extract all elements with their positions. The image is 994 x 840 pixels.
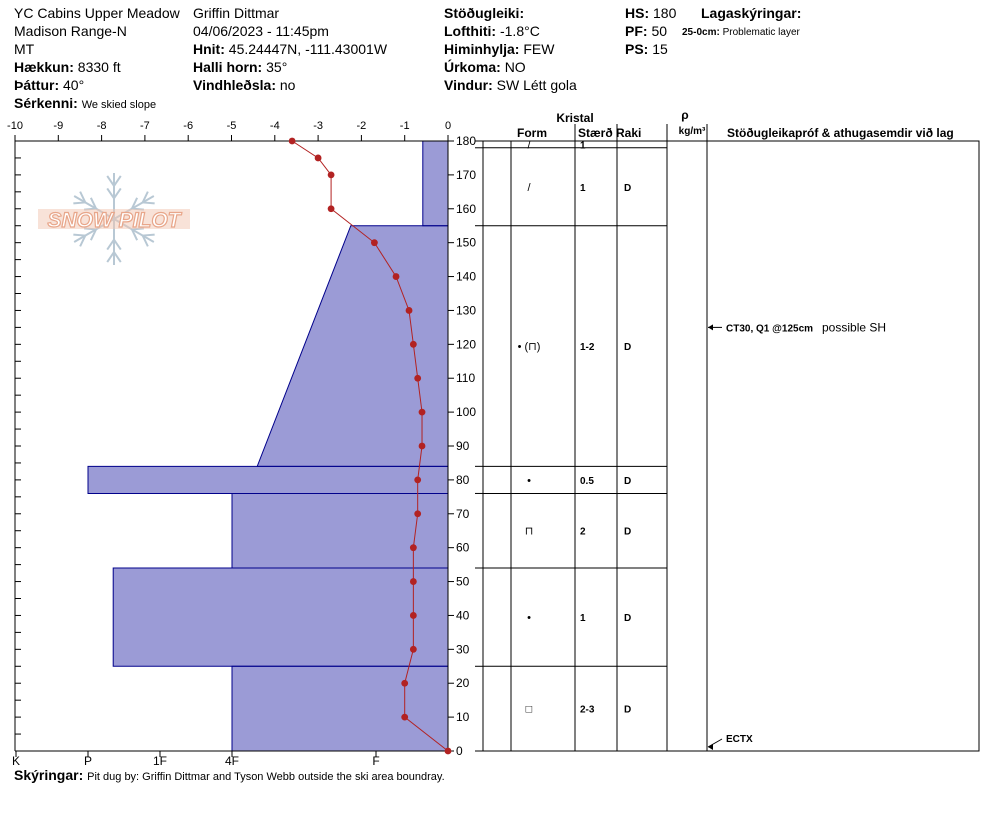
temperature-point [445, 748, 452, 755]
sky-label: Himinhylja: [444, 41, 520, 57]
temp-tick-label: -4 [269, 120, 280, 132]
snowflake-branch [114, 176, 121, 186]
elevation-label: Hækkun: [14, 59, 74, 75]
layer-moisture: D [624, 613, 632, 625]
air-temp-label: Lofthiti: [444, 23, 497, 39]
layer-form: □ [525, 703, 533, 716]
state-name: MT [14, 41, 35, 57]
temperature-point [410, 646, 417, 653]
precip-label: Úrkoma: [444, 59, 501, 75]
hardness-tick-label: K [11, 754, 21, 768]
coords-label: Hnit: [193, 41, 225, 57]
temperature-point [406, 307, 413, 314]
depth-tick-label: 170 [456, 167, 477, 182]
crystal-header: Kristal [556, 111, 594, 125]
ps-value: 15 [652, 41, 668, 57]
slope-value: 35° [266, 59, 288, 75]
hardness-tick-label: P [83, 754, 93, 768]
layer-size: 2 [580, 526, 586, 538]
temperature-point [419, 443, 426, 450]
temp-tick-label: 0 [444, 120, 452, 132]
temperature-point [371, 239, 378, 246]
legend-label: Lagaskýringar: [701, 5, 802, 21]
snowflake-branch [107, 252, 114, 262]
snowflake-branch [143, 202, 155, 203]
air-temp-value: -1.8°C [499, 23, 540, 39]
temperature-point [419, 409, 426, 416]
temp-tick-label: -10 [7, 120, 23, 132]
hardness-profile [88, 141, 448, 751]
range-name: Madison Range-N [14, 23, 127, 39]
depth-tick-label: 140 [456, 269, 477, 284]
layer-form: ⊓ [524, 525, 534, 538]
layer-form: • [527, 474, 531, 487]
depth-tick-label: 20 [456, 676, 470, 691]
layer-moisture: D [624, 182, 632, 194]
logo-wordmark: SNOW PILOT [47, 209, 181, 232]
snowflake-branch [73, 202, 85, 203]
hardness-tick-label: 1F [152, 754, 168, 768]
temperature-point [414, 510, 421, 517]
legend-item-text: Problematic layer [722, 27, 800, 38]
depth-tick-label: 70 [456, 506, 470, 521]
snowflake-branch [114, 188, 121, 198]
layer-form: • (⊓) [517, 341, 541, 354]
temperature-point [401, 680, 408, 687]
temp-tick-label: -8 [96, 120, 107, 132]
test-arrow-icon [708, 744, 713, 750]
temperature-point [414, 375, 421, 382]
temperature-point [289, 138, 296, 145]
temperature-point [328, 205, 335, 212]
layer-size: 1 [580, 182, 586, 194]
snowflake-branch [114, 240, 121, 250]
layer-form: • [527, 612, 531, 625]
snowflake-branch [107, 188, 114, 198]
layer-size: 0.5 [580, 475, 594, 487]
snowflake-branch [114, 252, 121, 262]
depth-tick-label: 150 [456, 235, 477, 250]
pf-value: 50 [651, 23, 668, 39]
layer-form: / [527, 181, 531, 194]
depth-tick-label: 50 [456, 574, 470, 589]
depth-tick-label: 160 [456, 201, 477, 216]
aspect-value: 40° [63, 77, 85, 93]
observer-name: Griffin Dittmar [193, 5, 280, 21]
wind-loading-value: no [279, 77, 296, 93]
aspect-label: Þáttur: [14, 77, 60, 93]
legend-item-code: 25-0cm: [682, 27, 720, 38]
snowflake-branch [73, 235, 85, 236]
depth-tick-label: 40 [456, 608, 470, 623]
test-comment: possible SH [822, 320, 887, 335]
depth-tick-label: 100 [456, 405, 477, 420]
temp-tick-label: -2 [356, 120, 367, 132]
hardness-tick-label: 4F [224, 754, 240, 768]
tests-header: Stöðugleikapróf & athugasemdir við lag [727, 126, 954, 140]
notes-label: Skýringar: [14, 767, 84, 783]
layer-size: 1 [580, 140, 586, 152]
layer-moisture: D [624, 475, 632, 487]
coords-value: 45.24447N, -111.43001W [228, 41, 388, 57]
specifics-value: We skied slope [81, 99, 157, 111]
slope-label: Halli horn: [193, 59, 263, 75]
location-name: YC Cabins Upper Meadow [14, 5, 180, 21]
temperature-point [410, 544, 417, 551]
elevation-value: 8330 ft [77, 59, 121, 75]
depth-tick-label: 0 [456, 744, 463, 758]
pit-datetime: 04/06/2023 - 11:45pm [193, 23, 329, 39]
depth-tick-label: 80 [456, 472, 470, 487]
precip-value: NO [504, 59, 526, 75]
layer-moisture: D [624, 342, 632, 354]
sky-value: FEW [523, 41, 555, 57]
temperature-point [401, 714, 408, 721]
temperature-point [410, 578, 417, 585]
snowflake-branch [107, 176, 114, 186]
snowflake-branch [107, 240, 114, 250]
temperature-point [414, 476, 421, 483]
form-header: Form [517, 126, 547, 140]
layer-size: 2-3 [580, 704, 595, 716]
pf-label: PF: [625, 23, 648, 39]
hardness-tick-label: F [372, 754, 380, 768]
test-arrow-icon [708, 324, 713, 330]
layer-moisture: D [624, 526, 632, 538]
layer-moisture: D [624, 704, 632, 716]
hs-label: HS: [625, 5, 650, 21]
specifics-label: Sérkenni: [14, 95, 78, 111]
test-code: CT30, Q1 @125cm [726, 323, 814, 335]
wind-label: Vindur: [444, 77, 493, 93]
stability-label: Stöðugleiki: [444, 5, 525, 21]
snowpilot-logo [38, 173, 190, 265]
depth-tick-label: 60 [456, 540, 470, 555]
wind-value: SW Létt gola [496, 77, 577, 93]
temp-tick-label: -9 [53, 120, 64, 132]
layer-size: 1 [580, 613, 586, 625]
depth-tick-label: 180 [456, 134, 477, 148]
temp-tick-label: -1 [399, 120, 410, 132]
depth-tick-label: 30 [456, 642, 470, 657]
moisture-header: Raki [616, 126, 642, 140]
temp-tick-label: -7 [140, 120, 150, 132]
temp-tick-label: -5 [226, 120, 237, 132]
temperature-point [393, 273, 400, 280]
ps-label: PS: [625, 41, 649, 57]
snowflake-branch [143, 235, 155, 236]
wind-loading-label: Vindhleðsla: [193, 77, 276, 93]
temperature-point [315, 155, 322, 162]
temperature-point [410, 612, 417, 619]
depth-tick-label: 90 [456, 439, 470, 453]
layer-table-frame [483, 141, 979, 751]
density-unit-header: kg/m³ [678, 126, 706, 137]
layer-size: 1-2 [580, 342, 595, 354]
depth-tick-label: 130 [456, 303, 477, 318]
size-header: Stærð [578, 126, 613, 140]
rho-header: ρ [681, 108, 689, 122]
depth-tick-label: 110 [456, 371, 476, 386]
depth-tick-label: 120 [456, 337, 477, 352]
temperature-point [328, 171, 335, 178]
depth-tick-label: 10 [456, 710, 470, 725]
test-code: ECTX [726, 734, 753, 745]
temperature-point [410, 341, 417, 348]
hs-value: 180 [653, 5, 677, 21]
layer-form: / [527, 139, 531, 152]
temp-tick-label: -3 [313, 120, 323, 132]
notes-text: Pit dug by: Griffin Dittmar and Tyson Webb outside the ski area boundray. [87, 771, 445, 783]
temp-tick-label: -6 [183, 120, 194, 132]
